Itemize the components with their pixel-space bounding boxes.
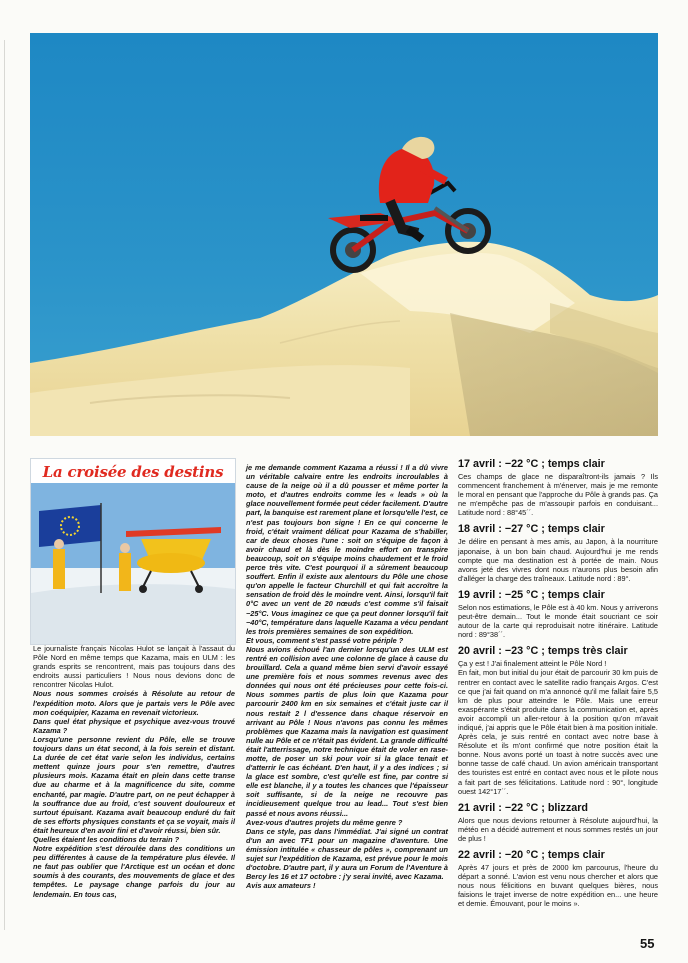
inset-box [30, 458, 236, 645]
diary-heading: 21 avril : −22 °C ; blizzard [458, 801, 589, 814]
diary-entry: Ça y est ! J'ai finalement atteint le Pôle Nord ! [458, 659, 607, 669]
paragraph: Nous nous sommes croisés à Résolute au retour de l'expédition moto. Alors que je partais vers le Pôle avec mon coéquipier, Kazama en revenait victorieux. [33, 689, 235, 717]
diary-heading: 22 avril : −20 °C ; temps clair [458, 849, 605, 861]
page-gutter-line [4, 40, 5, 930]
inset-photo [31, 483, 235, 644]
paragraph: Avis aux amateurs ! [246, 881, 316, 891]
diary-entry: En fait, mon but initial du jour était de parcourir 30 km puis de rentrer en contact avec le satellite radio français Argos. C'est ce que j'ai fait quand on m'a annoncé qu'il me fallait faire 5,5 km de plus pour atteindre le Pôle. Mais une erreur exaspérante s'était produite dans la communication et, après avoir accompli un aller-retour à la position qu'on m'avait indiqué, j'ai appris que le Pôle était bien à ma position initiale. [458, 668, 658, 732]
paragraph: Lorsqu'une personne revient du Pôle, elle se trouve toujours dans un état second, à la fois serein et distant. La durée de cet état varie selon les individus, certains mettent quinze jours pour s'en remettre, d'autres plusieurs mois. Kazama était en plein dans cette transe due au charme et à la magnificence du site, comme enchanté, par magie. D'autre part, on ne peut échapper à la souffrance due au froid, c'est souvent douloureux et surtout épuisant. Kazama avait beaucoup enduré du fait de ses efforts physiques constants et ça se voyait, mais il était heureux d'en avoir fini et d'avoir réussi, bien sûr. [33, 734, 235, 835]
diary-heading: 18 avril : −27 °C ; temps clair [458, 523, 605, 536]
diary-entry: Ces champs de glace ne disparaîtront-ils jamais ? Ils commencent franchement à m'énerver, mais je me remonte le moral en pensant que l'approche du Pôle à grands pas. Ça ne m'empêche pas de m'assoupir parfois en conduisant... Latitude nord : 88°45´´. [458, 472, 658, 518]
diary-heading: 19 avril : −25 °C ; temps clair [458, 588, 605, 601]
question: Avez-vous d'autres projets du même genre ? [246, 817, 403, 827]
paragraph: je me demande comment Kazama a réussi ! Il a dû vivre un véritable calvaire entre les endroits incroulables à cause de la neige où il a dû pousser et même porter la moto, et d'autres endroits comme les « leads » où la glace nouvellement formée peut céder facilement. D'autre part, la banquise est rarement plane et lorsqu'elle l'est, ce n'est pas toujours bon signe ! En ce qui concerne le froid, c'était vraiment délicat pour Kazama de s'habiller, car de deux choses l'une : soit on s'équipe de façon à avoir chaud et là dès le moindre effort on transpire beaucoup, soit on s'équipe moins chaudement et le froid perce très vite. C'est pourquoi il a sûrement beaucoup souffert. Enfin il existe aux alentours du Pôle une chose qu'on appelle le facteur Churchill et qui fait accroître la sensation de froid dès le moindre vent. Ainsi, lorsqu'il fait 0°C avec un vent de 20 nœuds c'est comme s'il faisait −25°C. Vous imaginez ce que ça peut donner lorsqu'il fait −40°C, température dans laquelle Kazama a vécu pendant les trois premières semaines de son expédition. [246, 463, 448, 636]
paragraph: Le journaliste français Nicolas Hulot se lançait à l'assaut du Pôle Nord en même temps que Kazama, mais en ULM : les grands esprits se rencontrent, mais pas toujours dans des endroits aussi particuliers ! Nous nous devions donc de rencontrer Nicolas Hulot. [33, 644, 235, 690]
diary-entry: Selon nos estimations, le Pôle est à 40 km. Nous y arriverons peut-être demain... Tout le monde était soucriant ce soir autour de la carte qui reproduisait notre itinéraire. Latitude nord : 89°38´´. [458, 602, 659, 640]
question: Dans quel état physique et psychique avez-vous trouvé Kazama ? [33, 716, 235, 735]
question: Et vous, comment s'est passé votre périple ? [246, 635, 404, 645]
diary-entry: Après 47 jours et près de 2000 km parcourus, l'heure du départ a sonné. L'avion est venu nous chercher et alors que nous nous félicitions en buvant quelques bières, nous faisions le trajet inverse de notre expédition en... une heure et demie. Émouvant, pour le moins ». [458, 863, 658, 909]
diary-column [458, 458, 658, 908]
main-photo [30, 33, 658, 436]
paragraph: Notre expédition s'est déroulée dans des conditions un peu différentes à cause de la température plus élevée. Il ne faut pas oublier que l'Arctique est un océan et donc soumis à des courants, des mouvements de glace et des tempêtes. Le paysage change parfois du jour au lendemain. En tous cas, [33, 844, 235, 899]
diary-entry: Je délire en pensant à mes amis, au Japon, à la nourriture japonaise, à un bon bain chaud. Aujourd'hui je me rends compte que ma destination est à portée de main. Nous avons jeté des vivres dont nous n'aurons plus besoin afin d'alléger la charge des traîneaux. Latitude nord : 89°. [458, 537, 658, 583]
paragraph: Dans ce style, pas dans l'immédiat. J'ai signé un contrat d'un an avec TF1 pour un magazine d'aventure. Une émission intitulée « chasseur de pôles », comprenant un sujet sur l'expédition de Kazama, est prévue pour le mois d'octobre. D'autre part, il y aura un Forum de l'Aventure à Bercy les 16 et 17 octobre : j'y serai invité, avec Kazama. [246, 826, 448, 882]
text-column-2 [246, 463, 448, 890]
question: Quelles étaient les conditions du terrain ? [33, 834, 180, 844]
paragraph: Nous avions échoué l'an dernier lorsqu'un des ULM est rentré en collision avec une colonne de glace à cause du brouillard. Cela a quand même bien servi d'avoir essayé une première fois et nous sommes revenus avec des données qui nous ont été précieuses pour cette fois-ci. Nous sommes partis de plus loin que Kazama pour parcourir 2400 km en six semaines et c'était juste car il nous restait 2 l d'essence dans chaque réservoir en arrivant au Pôle ! Nous n'avons pas connu les mêmes problèmes que Kazama mais la navigation est quasiment nulle au Pôle et ce n'était pas évident. La grande difficulté était l'atterrissage, notre technique était de voler en rase-motte, de poser un ski pour voir si la glace tenait et d'atterrir le cas échéant. D'en haut, il y a des indices ; si la glace est sombre, c'est qu'elle est fine, par contre si elle est blanche, il y a toutes les chances que l'épaisseur soit suffisante, si de la neige ne recouvre pas incidieusement quelque trou au lead... Tout s'est bien passé et nous avons réussi... [246, 644, 448, 818]
diary-entry: Alors que nous devions retourner à Résolute aujourd'hui, la météo en a décidé autrement et nous sommes restés un jour de plus ! [458, 815, 658, 843]
diary-heading: 17 avril : −22 °C ; temps clair [458, 458, 605, 470]
diary-entry: Après cela, je suis rentré en contact avec notre base à Résolute et ils m'ont confirmé que notre position était la bonne. Nous avons porté un toast à notre succès avec une bonne tasse de café chaud. Un avion américain transportant des touristes est entré en contact avec nous et le pilote nous a fait part de ses félicitations. Latitude nord : 90°, longitude ouest 142°17´´. [458, 732, 658, 796]
page-number: 55 [640, 936, 655, 951]
inset-title: La croisée des destins [42, 463, 224, 481]
text-column-1 [33, 644, 235, 899]
diary-heading: 20 avril : −23 °C ; temps très clair [458, 645, 628, 658]
